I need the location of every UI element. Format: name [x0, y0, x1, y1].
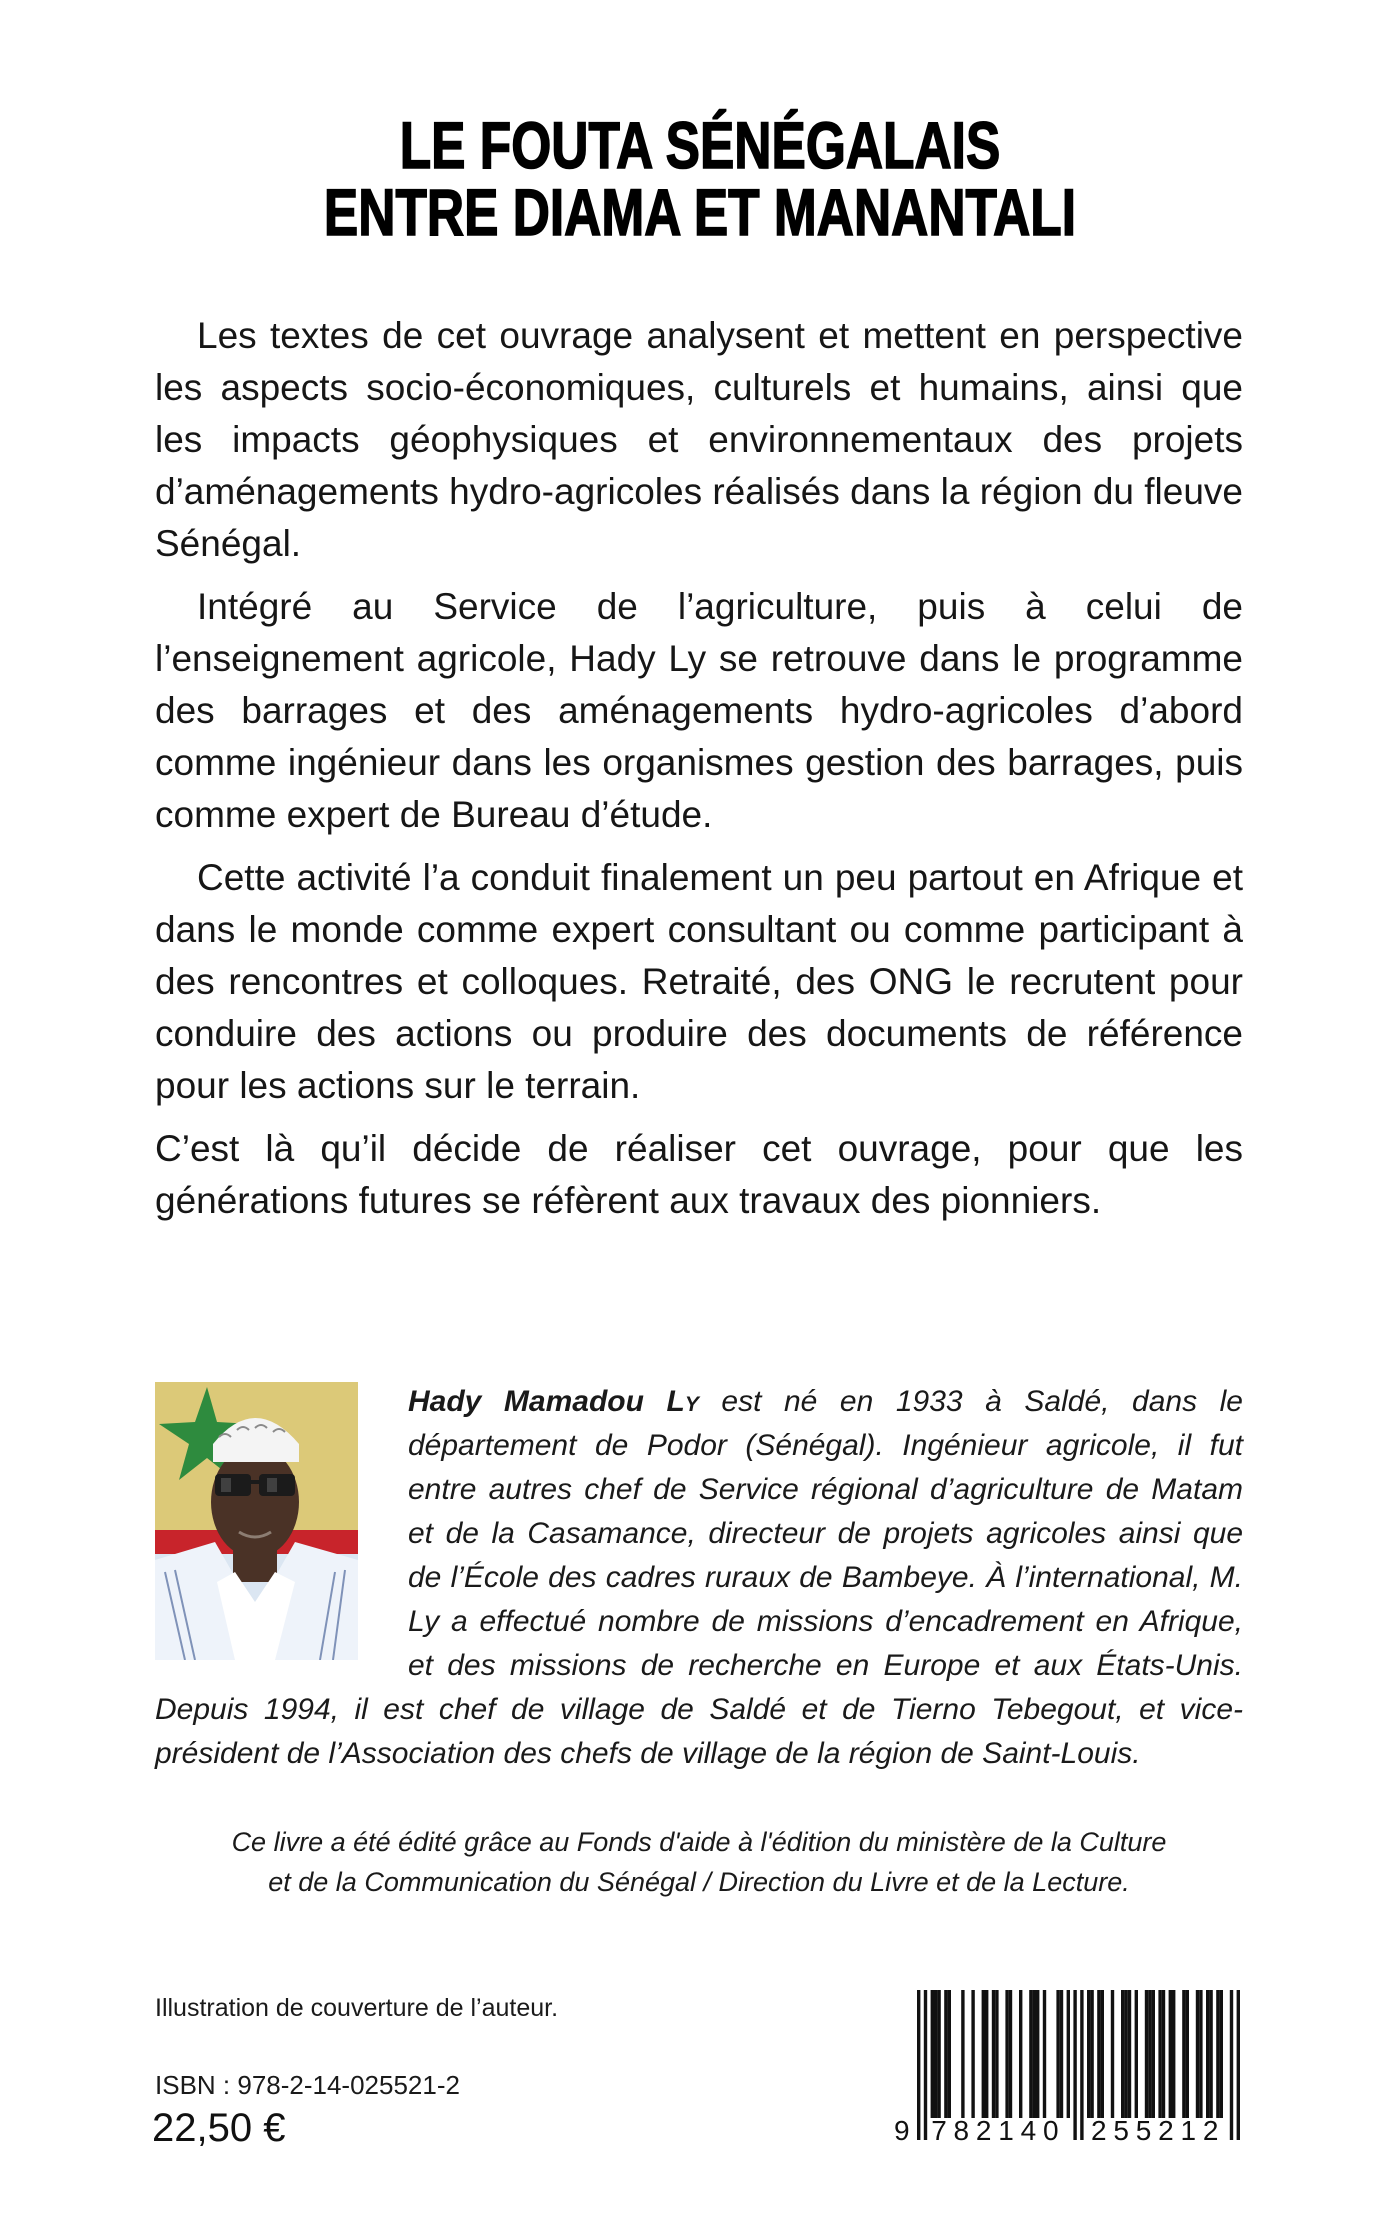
- cover-illustration-credit: Illustration de couverture de l’auteur.: [155, 1994, 559, 2022]
- title-line-1: LE FOUTA SÉNÉGALAIS: [399, 108, 1001, 182]
- ean13-barcode: [880, 1988, 1250, 2148]
- title-line-2: ENTRE DIAMA ET MANANTALI: [323, 175, 1077, 249]
- blurb: [155, 310, 1243, 1238]
- author-bio-text: est né en 1933 à Saldé, dans le département de Podor (Sénégal). Ingénieur agricole, il fut entre autres chef de Service régional d’agriculture de Matam et de la Casamance, directeur de projets agricoles ainsi que de l’École des cadres ruraux de Bambeye. À l’international, M. Ly a effectué nombre de missions d’encadrement en Afrique, et des missions de recherche en Europe et aux États-Unis. Depuis 1994, il est chef de village de Saldé et de Tierno Tebegout, et vice-président de l’Association des chefs de village de la région de Saint-Louis.: [155, 1385, 1243, 1770]
- blurb-paragraph-3: Cette activité l’a conduit finalement un peu partout en Afrique et dans le monde comme expert consultant ou comme participant à des rencontres et colloques. Retraité, des ONG le recrutent pour conduire des actions ou produire des documents de référence pour les actions sur le terrain.: [155, 857, 1243, 1106]
- author-section: [155, 1382, 1243, 1776]
- funding-note-line-1: Ce livre a été édité grâce au Fonds d'aide à l'édition du ministère de la Culture: [231, 1827, 1167, 1857]
- author-photo: [155, 1382, 358, 1660]
- svg-text:255212: 255212: [1091, 2115, 1226, 2146]
- author-name: [408, 1385, 699, 1418]
- blurb-paragraph-2: Intégré au Service de l’agriculture, puis à celui de l’enseignement agricole, Hady Ly se retrouve dans le programme des barrages et des aménagements hydro-agricoles d’abord comme ingénieur dans les organismes gestion des barrages, puis comme expert de Bureau d’étude.: [155, 586, 1243, 835]
- book-title: [0, 108, 1400, 249]
- svg-text:9: 9: [894, 2115, 910, 2146]
- price: 22,50 €: [152, 2106, 286, 2150]
- author-portrait-icon: [155, 1382, 358, 1660]
- blurb-paragraph-4: C’est là qu’il décide de réaliser cet ouvrage, pour que les générations futures se réfèrent aux travaux des pionniers.: [155, 1128, 1243, 1221]
- isbn: ISBN : 978-2-14-025521-2: [155, 2070, 460, 2100]
- author-first-names: Hady Mamadou: [408, 1385, 667, 1418]
- funding-note-line-2: et de la Communication du Sénégal / Direction du Livre et de la Lecture.: [268, 1867, 1130, 1897]
- funding-note: [155, 1822, 1243, 1902]
- blurb-paragraph-1: Les textes de cet ouvrage analysent et mettent en perspective les aspects socio-économiques, culturels et humains, ainsi que les impacts géophysiques et environnementaux des projets d’aménagements hydro-agricoles réalisés dans la région du fleuve Sénégal.: [155, 315, 1244, 564]
- barcode-icon: [880, 1988, 1250, 2148]
- svg-text:782140: 782140: [931, 2115, 1066, 2146]
- author-last-name: Ly: [666, 1385, 699, 1418]
